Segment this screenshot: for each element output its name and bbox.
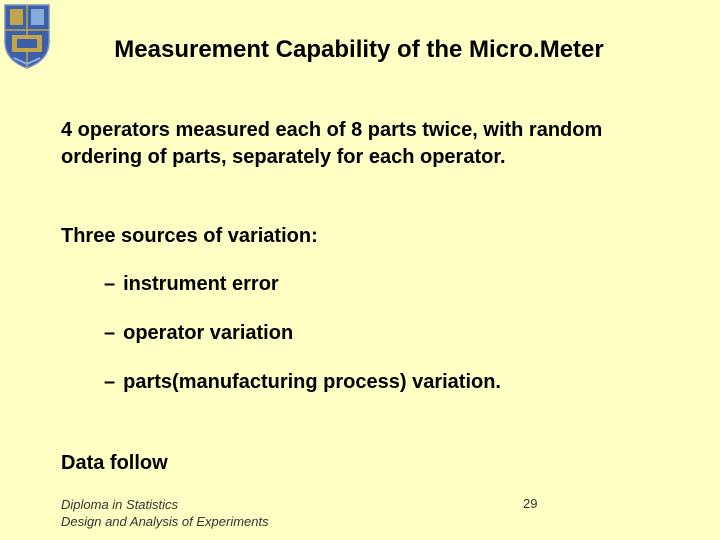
footer-module: Design and Analysis of Experiments <box>61 514 269 529</box>
bullet-item <box>104 273 279 296</box>
sources-heading: Three sources of variation: <box>61 225 318 247</box>
bullet-text: parts(manufacturing process) variation. <box>123 371 501 393</box>
intro-text: 4 operators measured each of 8 parts twice, with random ordering of parts, separately for each operator. <box>61 119 603 168</box>
bullet-item <box>104 371 501 394</box>
bullet-dash: – <box>104 322 116 344</box>
footer-course: Diploma in Statistics <box>61 497 179 512</box>
page-number: 29 <box>523 496 538 511</box>
bullet-item <box>104 322 293 345</box>
bullet-dash: – <box>104 273 116 295</box>
footer <box>61 496 269 530</box>
bullet-text: instrument error <box>123 273 279 295</box>
slide-title: Measurement Capability of the Micro.Meter <box>114 36 604 63</box>
closing-text: Data follow <box>61 452 168 474</box>
bullet-dash: – <box>104 371 116 393</box>
bullet-text: operator variation <box>123 322 294 344</box>
